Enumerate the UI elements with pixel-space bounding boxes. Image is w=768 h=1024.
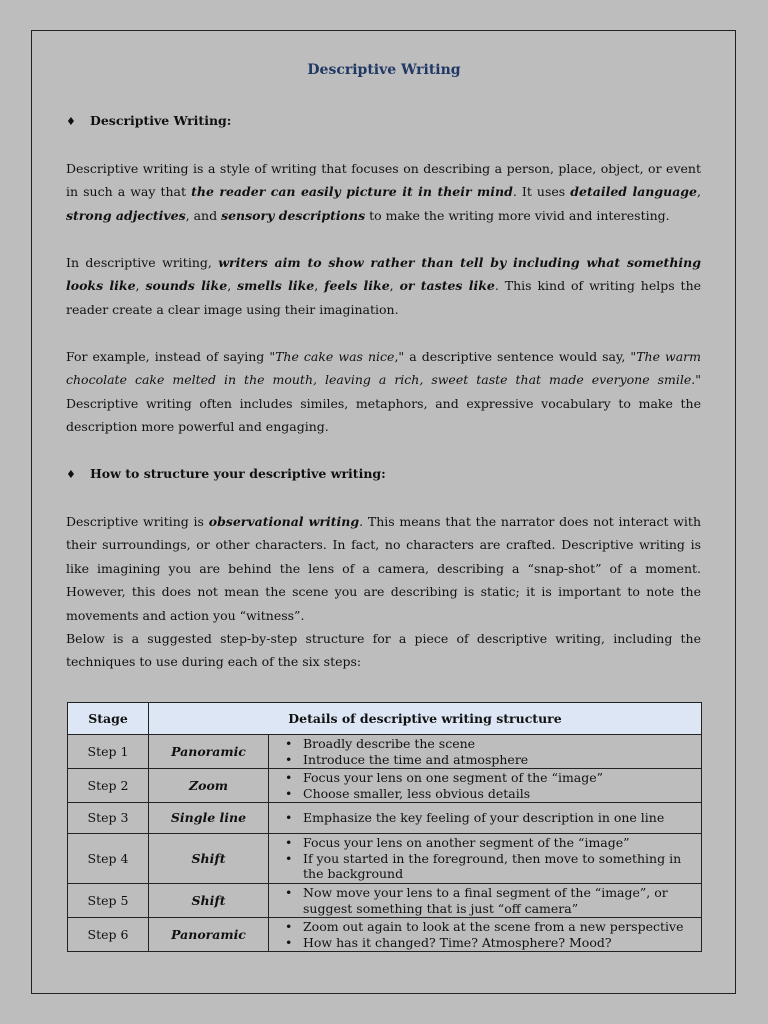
stage-cell: Step 2 (68, 769, 149, 803)
stage-cell: Step 1 (68, 735, 149, 769)
detail-item: • Choose smaller, less obvious details (303, 786, 695, 802)
details-cell (269, 803, 702, 834)
technique-cell: Panoramic (149, 918, 269, 952)
details-cell (269, 918, 702, 952)
table-row (68, 735, 702, 769)
detail-item: • Broadly describe the scene (303, 736, 695, 752)
structure-table (67, 702, 702, 952)
technique-cell: Shift (149, 834, 269, 884)
technique-cell: Panoramic (149, 735, 269, 769)
details-cell (269, 735, 702, 769)
details-cell (269, 834, 702, 884)
table-row (68, 918, 702, 952)
detail-item: • Introduce the time and atmosphere (303, 752, 695, 768)
section-heading-text: How to structure your descriptive writing: (90, 466, 386, 481)
table-row (68, 803, 702, 834)
section-heading-descriptive-writing (66, 113, 231, 128)
paragraph-definition: Descriptive writing is a style of writing that focuses on describing a person, place, object, or event in such a way that the reader can easily picture it in their mind. It uses detailed language, strong adjectives, and sensory descriptions to make the writing more vivid and interesting. (66, 161, 701, 223)
paragraph-observational: Descriptive writing is observational writing. This means that the narrator does not interact with their surroundings, or other characters. In fact, no characters are crafted. Descriptive writing is like imagining you are behind the lens of a camera, describing a “snap-shot” of a moment. However, this does not mean the scene you are describing is static; it is important to note the movements and action you “witness”. (66, 514, 701, 623)
details-cell (269, 884, 702, 918)
paragraph-suggested-structure: Below is a suggested step-by-step structure for a piece of descriptive writing, including the techniques to use during each of the six steps: (66, 631, 701, 670)
detail-item: • Emphasize the key feeling of your description in one line (303, 810, 695, 826)
detail-item: • Focus your lens on another segment of the “image” (303, 835, 695, 851)
stage-cell: Step 4 (68, 834, 149, 884)
section-heading-structure (66, 466, 386, 481)
table-row (68, 834, 702, 884)
detail-item: • Zoom out again to look at the scene from a new perspective (303, 919, 695, 935)
paragraph-show-not-tell: In descriptive writing, writers aim to show rather than tell by including what something looks like, sounds like, smells like, feels like, or tastes like. This kind of writing helps the reader create a clear image using their imagination. (66, 255, 702, 317)
table-row (68, 884, 702, 918)
detail-item: • Now move your lens to a final segment of the “image”, or suggest something that is just “off camera” (303, 885, 695, 916)
detail-item: • If you started in the foreground, then move to something in the background (303, 851, 695, 882)
document-title: Descriptive Writing (307, 62, 461, 78)
stage-cell: Step 6 (68, 918, 149, 952)
technique-cell: Single line (149, 803, 269, 834)
stage-cell: Step 3 (68, 803, 149, 834)
technique-cell: Zoom (149, 769, 269, 803)
header-details: Details of descriptive writing structure (149, 703, 702, 735)
header-stage: Stage (68, 703, 149, 735)
detail-item: • How has it changed? Time? Atmosphere? Mood? (303, 935, 695, 951)
stage-cell: Step 5 (68, 884, 149, 918)
diamond-bullet-icon: ♦ (66, 115, 76, 128)
paragraph-example: For example, instead of saying "The cake was nice," a descriptive sentence would say, "The warm chocolate cake melted in the mouth, leaving a rich, sweet taste that made everyone smile." Descriptive writing often includes similes, metaphors, and expressive vocabulary to make the description more powerful and engaging. (66, 349, 701, 435)
diamond-bullet-icon: ♦ (66, 468, 76, 481)
technique-cell: Shift (149, 884, 269, 918)
table-header-row (68, 703, 702, 735)
table-row (68, 769, 702, 803)
section-heading-text: Descriptive Writing: (90, 113, 232, 128)
details-cell (269, 769, 702, 803)
detail-item: • Focus your lens on one segment of the “image” (303, 770, 695, 786)
